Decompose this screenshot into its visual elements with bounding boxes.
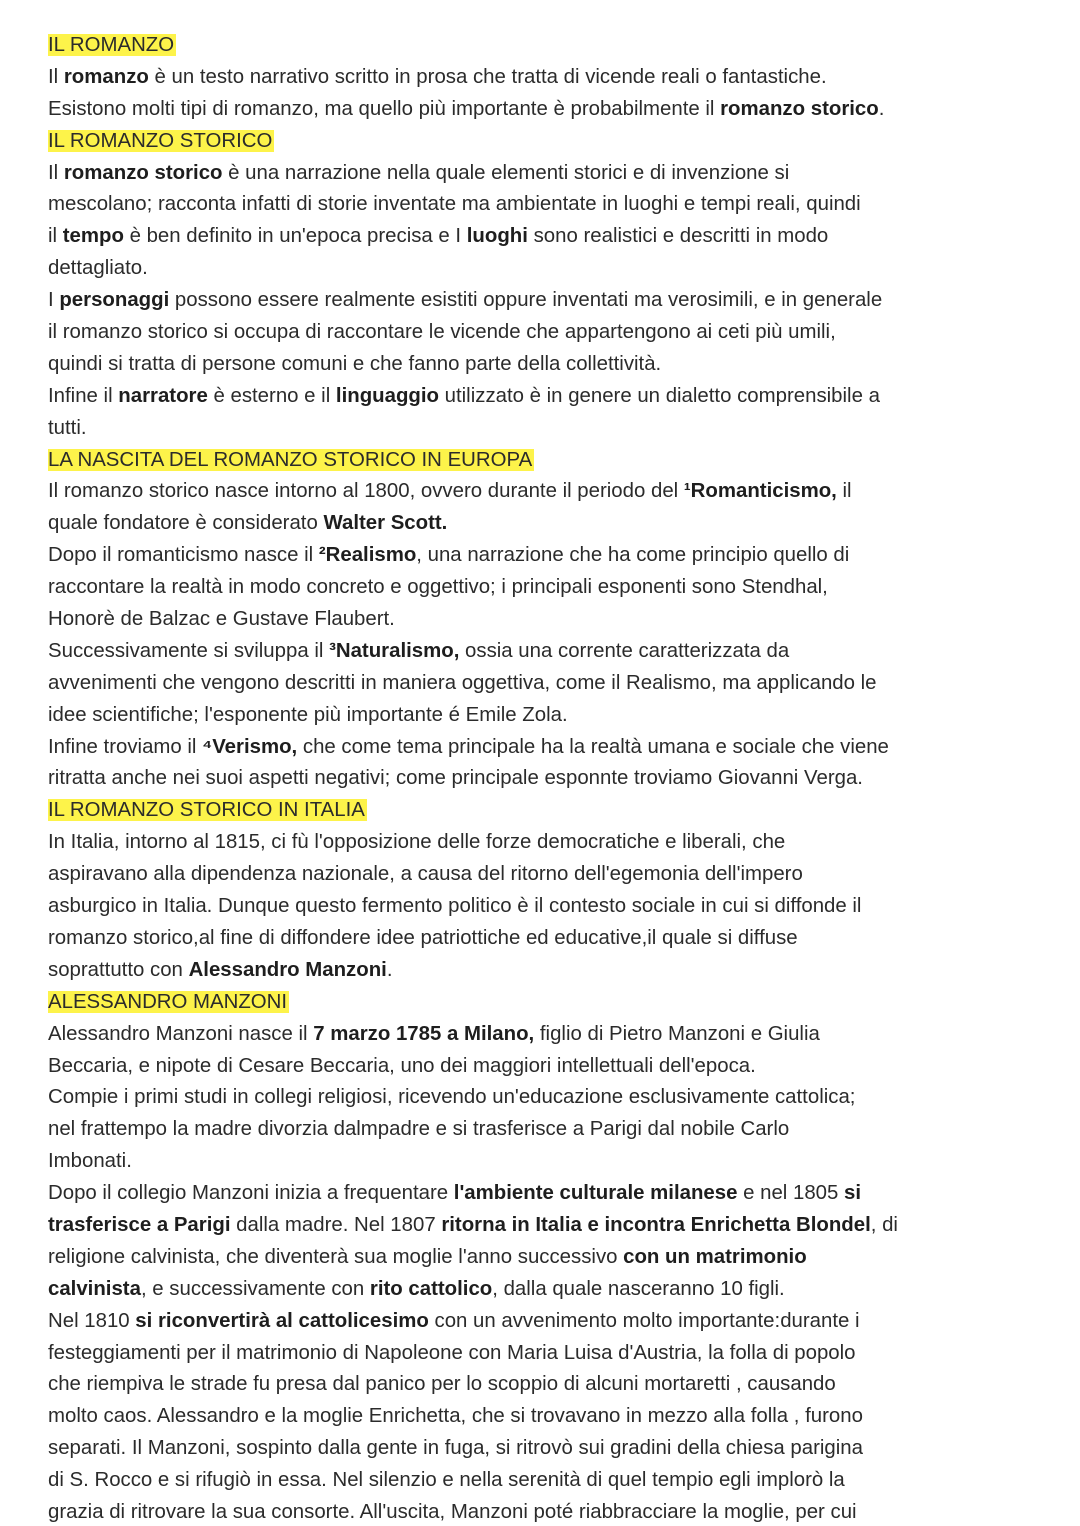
- paragraph-line: [48, 955, 1040, 987]
- paragraph-line: [48, 221, 1040, 253]
- text-run: soprattutto con: [48, 958, 189, 981]
- text-run: è un testo narrativo scritto in prosa che tratta di vicende reali o fantastiche.: [148, 65, 827, 88]
- text-run: .: [878, 97, 885, 120]
- text-run: .: [386, 958, 393, 981]
- text-run: di S. Rocco e si rifugiò in essa. Nel silenzio e nella serenità di quel tempio egli implorò la: [48, 1469, 845, 1492]
- bold-term: ³Naturalismo,: [329, 639, 460, 662]
- paragraph-line: [48, 285, 1040, 317]
- text-run: religione calvinista, che diventerà sua moglie l'anno successivo: [48, 1245, 624, 1268]
- text-run: Infine il: [48, 384, 119, 407]
- paragraph-line: [48, 62, 1040, 94]
- bold-term: l'ambiente culturale milanese: [453, 1182, 738, 1205]
- paragraph-line: [48, 1497, 1040, 1526]
- text-run: festeggiamenti per il matrimonio di Napoleone con Maria Luisa d'Austria, la folla di popolo: [48, 1341, 856, 1364]
- text-run: , e successivamente con: [140, 1277, 370, 1300]
- paragraph-line: [48, 1369, 1040, 1401]
- text-run: grazia di ritrovare la sua consorte. All'uscita, Manzoni poté riabbracciare la moglie, per cui: [48, 1500, 857, 1523]
- text-run: asburgico in Italia. Dunque questo fermento politico è il contesto sociale in cui si diffonde il: [48, 895, 862, 918]
- section-heading: [48, 987, 1040, 1019]
- bold-term: ⁴Verismo,: [202, 735, 298, 758]
- text-run: che riempiva le strade fu presa dal panico per lo scoppio di alcuni mortaretti , causando: [48, 1373, 836, 1396]
- text-run: avvenimenti che vengono descritti in maniera oggettiva, come il Realismo, ma applicando le: [48, 671, 877, 694]
- text-run: il: [48, 225, 63, 248]
- bold-term: luoghi: [466, 225, 528, 248]
- paragraph-line: [48, 1306, 1040, 1338]
- paragraph-line: [48, 1401, 1040, 1433]
- text-run: che come tema principale ha la realtà umana e sociale che viene: [297, 735, 889, 758]
- paragraph-line: [48, 604, 1040, 636]
- bold-term: romanzo storico: [720, 97, 879, 120]
- bold-term: ritorna in Italia e incontra Enrichetta Blondel: [441, 1213, 871, 1236]
- bold-term: rito cattolico: [369, 1277, 493, 1300]
- text-run: è una narrazione nella quale elementi storici e di invenzione si: [222, 161, 790, 184]
- bold-term: trasferisce a Parigi: [48, 1213, 231, 1236]
- text-run: romanzo storico,al fine di diffondere idee patriottiche ed educative,il quale si diffuse: [48, 926, 798, 949]
- bold-term: ²Realismo: [318, 544, 417, 567]
- text-run: dalla madre. Nel 1807: [230, 1213, 442, 1236]
- text-run: Successivamente si sviluppa il: [48, 639, 330, 662]
- text-run: raccontare la realtà in modo concreto e oggettivo; i principali esponenti sono Stendhal,: [48, 576, 828, 599]
- paragraph-line: [48, 94, 1040, 126]
- bold-term: con un matrimonio: [623, 1245, 807, 1268]
- text-run: Alessandro Manzoni nasce il: [48, 1022, 314, 1045]
- bold-term: tempo: [62, 225, 124, 248]
- paragraph-line: [48, 253, 1040, 285]
- bold-term: romanzo storico: [63, 161, 223, 184]
- paragraph-line: [48, 1178, 1040, 1210]
- paragraph-line: [48, 1433, 1040, 1465]
- text-run: il romanzo storico si occupa di raccontare le vicende che appartengono ai ceti più umili,: [48, 321, 836, 344]
- text-run: separati. Il Manzoni, sospinto dalla gente in fuga, si ritrovò sui gradini della chiesa parigina: [48, 1437, 863, 1460]
- text-run: quindi si tratta di persone comuni e che fanno parte della collettività.: [48, 352, 662, 375]
- text-run: possono essere realmente esistiti oppure inventati ma verosimili, e in generale: [169, 289, 883, 312]
- section-heading: [48, 30, 1040, 62]
- section-heading: [48, 445, 1040, 477]
- paragraph-line: [48, 413, 1040, 445]
- section-heading: [48, 795, 1040, 827]
- text-run: Dopo il collegio Manzoni inizia a frequentare: [48, 1182, 454, 1205]
- bold-term: Walter Scott.: [323, 512, 448, 535]
- paragraph-line: [48, 859, 1040, 891]
- paragraph-line: [48, 1210, 1040, 1242]
- bold-term: calvinista: [48, 1277, 141, 1300]
- bold-term: linguaggio: [335, 384, 439, 407]
- text-run: In Italia, intorno al 1815, ci fù l'opposizione delle forze democratiche e liberali, che: [48, 831, 786, 854]
- paragraph-line: [48, 158, 1040, 190]
- text-run: Honorè de Balzac e Gustave Flaubert.: [48, 608, 395, 631]
- paragraph-line: [48, 668, 1040, 700]
- text-run: , di: [870, 1213, 898, 1236]
- paragraph-line: [48, 508, 1040, 540]
- text-run: dettagliato.: [48, 257, 148, 280]
- text-run: Il: [48, 161, 64, 184]
- text-run: Dopo il romanticismo nasce il: [48, 544, 319, 567]
- text-run: e nel 1805: [737, 1182, 845, 1205]
- paragraph-line: [48, 1242, 1040, 1274]
- text-run: Il: [48, 65, 64, 88]
- paragraph-line: [48, 317, 1040, 349]
- bold-term: ¹Romanticismo,: [683, 480, 837, 503]
- text-run: Beccaria, e nipote di Cesare Beccaria, uno dei maggiori intellettuali dell'epoca.: [48, 1054, 756, 1077]
- text-run: è esterno e il: [207, 384, 336, 407]
- text-run: figlio di Pietro Manzoni e Giulia: [534, 1022, 820, 1045]
- paragraph-line: [48, 700, 1040, 732]
- bold-term: personaggi: [59, 289, 170, 312]
- paragraph-line: [48, 636, 1040, 668]
- text-run: Esistono molti tipi di romanzo, ma quello più importante è probabilmente il: [48, 97, 721, 120]
- text-run: nel frattempo la madre divorzia dalmpadre e si trasferisce a Parigi dal nobile Carlo: [48, 1118, 790, 1141]
- paragraph-line: [48, 349, 1040, 381]
- text-run: I: [48, 289, 60, 312]
- paragraph-line: [48, 1114, 1040, 1146]
- text-run: il: [836, 480, 852, 503]
- text-run: aspiravano alla dipendenza nazionale, a causa del ritorno dell'egemonia dell'impero: [48, 863, 803, 886]
- paragraph-line: [48, 1146, 1040, 1178]
- highlighted-heading-text: ALESSANDRO MANZONI: [48, 990, 288, 1013]
- paragraph-line: [48, 763, 1040, 795]
- text-run: utilizzato è in genere un dialetto comprensibile a: [438, 384, 880, 407]
- text-run: è ben definito in un'epoca precisa e I: [123, 225, 467, 248]
- paragraph-line: [48, 891, 1040, 923]
- paragraph-line: [48, 923, 1040, 955]
- bold-term: 7 marzo 1785 a Milano,: [313, 1022, 535, 1045]
- paragraph-line: [48, 381, 1040, 413]
- paragraph-line: [48, 476, 1040, 508]
- paragraph-line: [48, 572, 1040, 604]
- bold-term: romanzo: [63, 65, 149, 88]
- text-run: tutti.: [48, 416, 87, 439]
- text-run: mescolano; racconta infatti di storie inventate ma ambientate in luoghi e tempi reali, quindi: [48, 193, 861, 216]
- text-run: ritratta anche nei suoi aspetti negativi; come principale esponnte troviamo Giovanni Verga.: [48, 767, 863, 790]
- highlighted-heading-text: LA NASCITA DEL ROMANZO STORICO IN EUROPA: [48, 448, 533, 471]
- section-heading: [48, 126, 1040, 158]
- paragraph-line: [48, 1274, 1040, 1306]
- highlighted-heading-text: IL ROMANZO STORICO: [48, 129, 273, 152]
- paragraph-line: [48, 1338, 1040, 1370]
- paragraph-line: [48, 1019, 1040, 1051]
- text-run: quale fondatore è considerato: [48, 512, 324, 535]
- bold-term: si: [844, 1182, 862, 1205]
- bold-term: si riconvertirà al cattolicesimo: [135, 1309, 429, 1332]
- text-run: Infine troviamo il: [48, 735, 203, 758]
- text-run: , dalla quale nasceranno 10 figli.: [492, 1277, 785, 1300]
- paragraph-line: [48, 189, 1040, 221]
- text-run: Compie i primi studi in collegi religiosi, ricevendo un'educazione esclusivamente cattolica;: [48, 1086, 856, 1109]
- highlighted-heading-text: IL ROMANZO STORICO IN ITALIA: [48, 799, 365, 822]
- paragraph-line: [48, 1082, 1040, 1114]
- bold-term: Alessandro Manzoni: [188, 958, 387, 981]
- paragraph-line: [48, 827, 1040, 859]
- paragraph-line: [48, 1465, 1040, 1497]
- text-run: ossia una corrente caratterizzata da: [459, 639, 790, 662]
- bold-term: narratore: [118, 384, 208, 407]
- text-run: sono realistici e descritti in modo: [527, 225, 829, 248]
- paragraph-line: [48, 540, 1040, 572]
- text-run: Nel 1810: [48, 1309, 136, 1332]
- text-run: con un avvenimento molto importante:durante i: [428, 1309, 860, 1332]
- paragraph-line: [48, 732, 1040, 764]
- highlighted-heading-text: IL ROMANZO: [48, 34, 175, 56]
- text-run: molto caos. Alessandro e la moglie Enrichetta, che si trovavano in mezzo alla folla , furono: [48, 1405, 863, 1428]
- paragraph-line: [48, 1051, 1040, 1083]
- text-run: Imbonati.: [48, 1150, 132, 1173]
- text-run: Il romanzo storico nasce intorno al 1800, ovvero durante il periodo del: [48, 480, 684, 503]
- text-run: idee scientifiche; l'esponente più importante é Emile Zola.: [48, 703, 568, 726]
- text-run: , una narrazione che ha come principio quello di: [416, 544, 850, 567]
